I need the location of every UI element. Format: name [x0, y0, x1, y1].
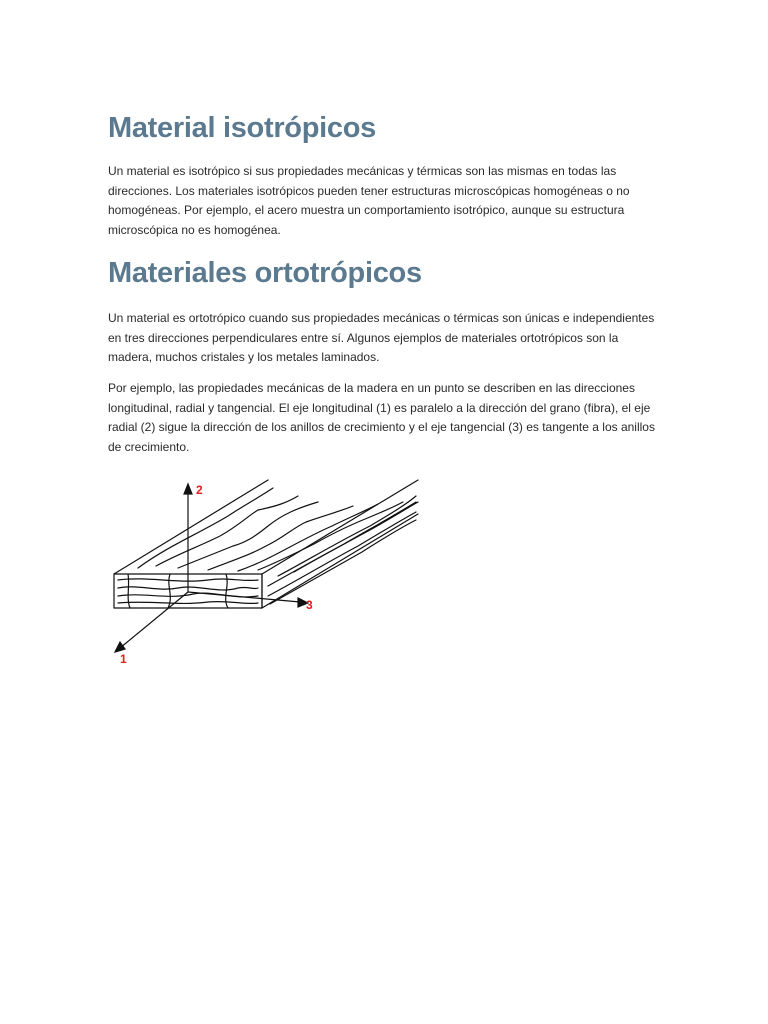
axis-label-longitudinal: 1	[120, 652, 127, 666]
heading-orthotropic: Materiales ortotrópicos	[108, 257, 422, 289]
plank-bottom-edge	[262, 514, 418, 608]
axis-longitudinal-arrowhead	[115, 642, 125, 652]
wood-axes-figure	[108, 476, 428, 672]
axis-label-radial: 2	[196, 483, 203, 497]
heading-isotropic: Material isotrópicos	[108, 112, 376, 144]
paragraph-orthotropic-definition: Un material es ortotrópico cuando sus propiedades mecánicas o térmicas son únicas e independientes en tres direcciones perpendiculares entre sí. Algunos ejemplos de materiales ortotrópicos son la madera, muchos cristales y los metales laminados.	[108, 311, 655, 365]
paragraph-isotropic: Un material es isotrópico si sus propiedades mecánicas y térmicas son las mismas en todas las direcciones. Los materiales isotrópicos pueden tener estructuras microscópicas homogéneas o no homogéneas. Por ejemplo, el acero muestra un comportamiento isotrópico, aunque su estructura microscópica no es homogénea.	[108, 164, 630, 237]
axis-longitudinal-line	[120, 592, 188, 648]
plank-top-front-edge	[262, 480, 418, 574]
axis-radial-arrowhead	[184, 484, 192, 494]
axis-label-tangential: 3	[306, 598, 313, 612]
paragraph-wood-example: Por ejemplo, las propiedades mecánicas de la madera en un punto se describen en las direcciones longitudinal, radial y tangencial. El eje longitudinal (1) es paralelo a la dirección del grano (fibra), el eje radial (2) sigue la dirección de los anillos de crecimiento y el eje tangencial (3) es tangente a los anillos de crecimiento.	[108, 381, 655, 454]
wood-plank-illustration	[108, 476, 428, 672]
